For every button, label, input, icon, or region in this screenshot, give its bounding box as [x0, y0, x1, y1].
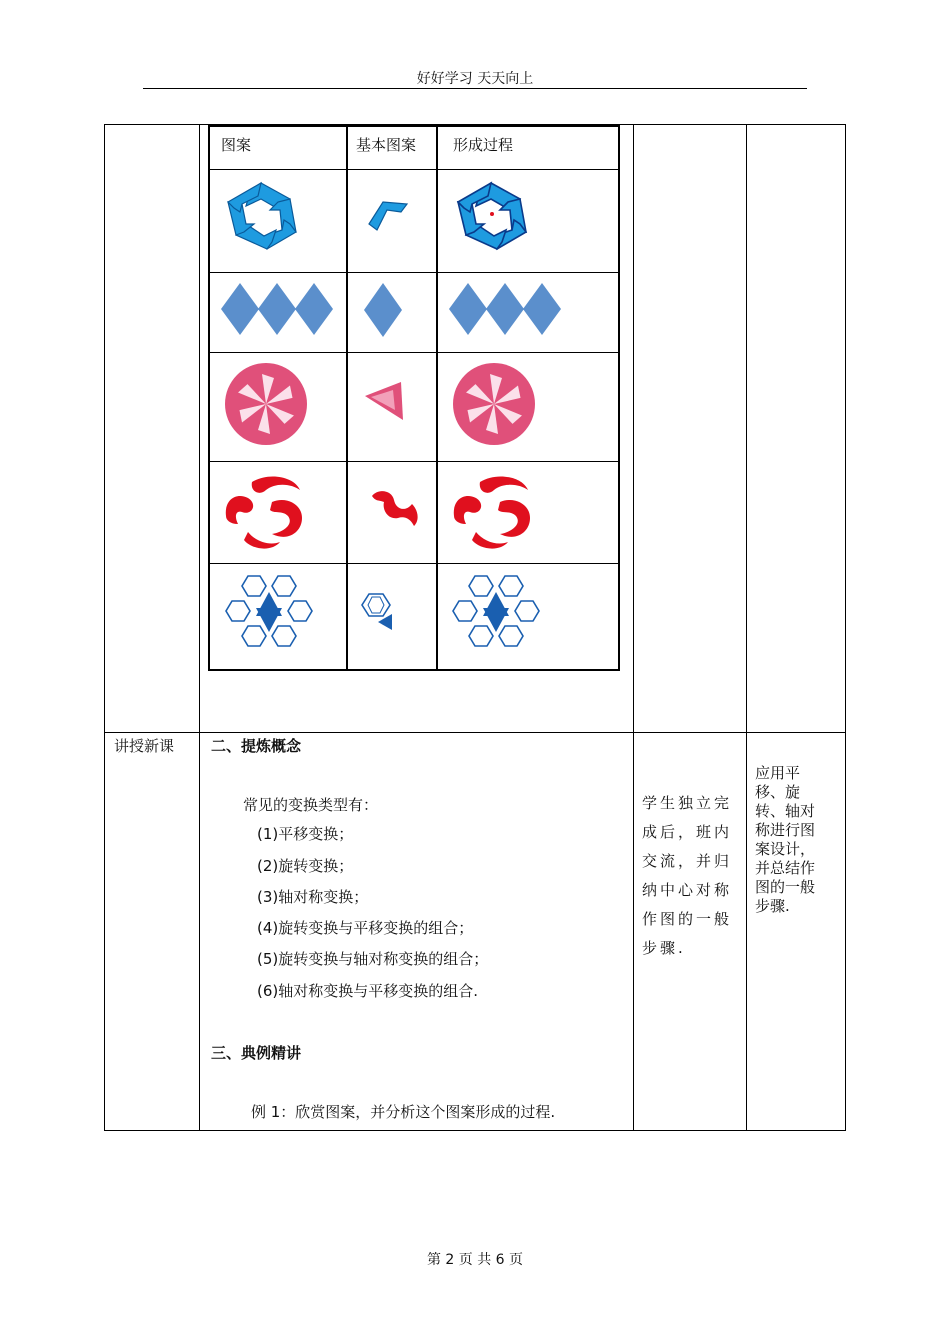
hexagon-swirl-figure [222, 180, 300, 252]
hexagon-swirl-process-figure [452, 180, 530, 252]
col-header-basic: 基本图案 [356, 136, 417, 154]
red-swirl-process-figure [450, 470, 538, 550]
design-intent: 应用平 移、旋 转、轴对 称进行图 案设计， 并总结作 图的一般 步骤. [755, 764, 816, 915]
section3-title: 三、典例精讲 [211, 1044, 302, 1062]
pinwheel-circle-process-figure [452, 362, 536, 446]
student-activity: 学生独立完 成后，班内 交流，并归 纳中心对称 作图的一般 步骤. [642, 794, 733, 957]
chevron-piece-figure [367, 198, 409, 234]
pink-sector-figure [363, 380, 405, 424]
pinwheel-circle-figure [224, 362, 308, 446]
list-item: (6)轴对称变换与平移变换的组合. [257, 982, 479, 1000]
three-diamonds-figure [221, 282, 335, 336]
col-header-process: 形成过程 [453, 136, 514, 154]
page-footer: 第 2 页 共 6 页 [426, 1252, 524, 1268]
single-diamond-figure [362, 282, 404, 338]
list-item: (5)旋转变换与轴对称变换的组合； [257, 950, 489, 968]
star-of-hexagons-process-figure [453, 574, 539, 650]
three-diamonds-process-figure [449, 282, 563, 336]
red-wave-figure [370, 486, 426, 528]
example-text: 例 1：欣赏图案，并分析这个图案形成的过程. [251, 1103, 556, 1121]
stage-label: 讲授新课 [114, 737, 175, 755]
concept-intro: 常见的变换类型有： [243, 796, 379, 814]
list-item: (3)轴对称变换； [257, 888, 369, 906]
header-rule [143, 88, 807, 89]
red-swirl-figure [222, 470, 310, 550]
hexagon-with-triangle-figure [362, 592, 396, 632]
star-of-hexagons-figure [226, 574, 312, 650]
page-header: 好好学习 天天向上 [416, 71, 534, 87]
col-header-pattern: 图案 [221, 136, 252, 154]
list-item: (4)旋转变换与平移变换的组合； [257, 919, 474, 937]
list-item: (1)平移变换； [257, 825, 354, 843]
section2-title: 二、提炼概念 [211, 737, 302, 755]
list-item: (2)旋转变换； [257, 857, 354, 875]
